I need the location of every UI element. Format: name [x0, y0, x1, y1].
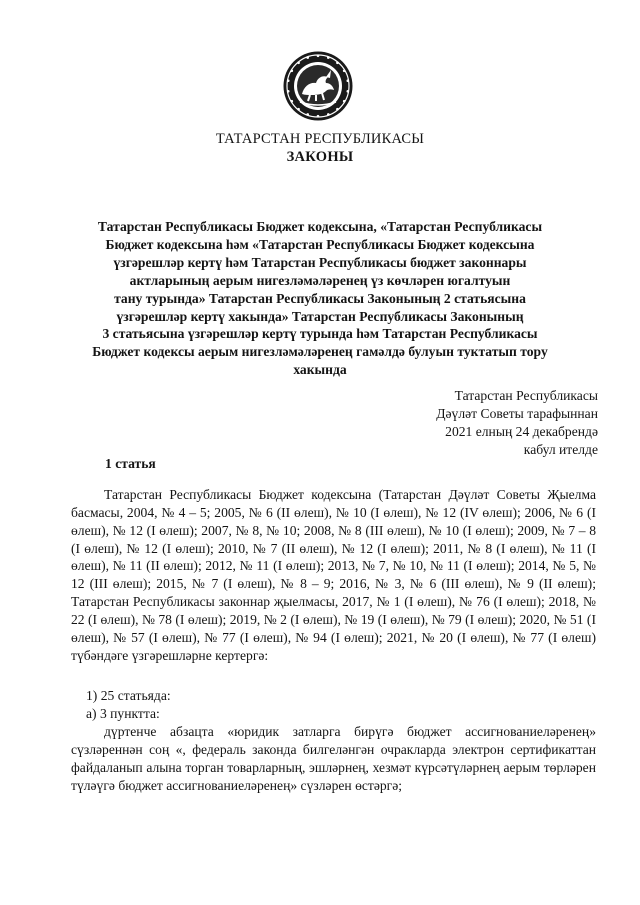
republic-heading: ТАТАРСТАН РЕСПУБЛИКАСЫ [215, 131, 425, 147]
article-paragraph: Татарстан Республикасы Бюджет кодексына (Татарстан Дәүләт Советы Җыелма басмасы, 2004, № 4 – 5; 2005, № 6 (II өлеш), № 10 (I өлеш), № 12 (IV өлеш); 2006, № 6 (I өлеш), № 12 (I өлеш); 2007, № 8, № 10; 2008, № 8 (III өлеш), № 10 (I өлеш); 2009, № 7 – 8 (I өлеш), № 12 (I өлеш); 2010, № 7 (II өлеш), № 12 (I өлеш); 2011, № 8 (I өлеш), № 11 (I өлеш), № 11 (II өлеш); 2012, № 11 (I өлеш); 2013, № 7, № 10, № 11 (I өлеш); 2014, № 5, № 12 (III өлеш); 2015, № 7 (I өлеш), № 8 – 9; 2016, № 3, № 6 (III өлеш), № 9 (II өлеш); Татарстан Республикасы законнар җыелмасы, 2017, № 1 (I өлеш), № 76 (I өлеш); 2018, № 22 (I өлеш), № 78 (I өлеш); 2019, № 2 (I өлеш), № 19 (I өлеш), № 79 (I өлеш); 2020, № 51 (I өлеш), № 57 (I өлеш), № 77 (I өлеш), № 94 (I өлеш); 2021, № 20 (I өлеш), № 77 (I өлеш) түбәндәге үзгәрешләрне кертергә: [71, 487, 596, 663]
law-title-line: үзгәрешләр кертү хакында» Татарстан Республикасы Законының [116, 308, 524, 324]
law-title-line: Бюджет кодексы аерым нигезләмәләренең гамәлдә булуын туктатып тору [92, 344, 548, 360]
tatarstan-coat-of-arms-icon [282, 50, 354, 122]
adoption-note [436, 387, 598, 459]
list-item: а) 3 пунктта: [86, 706, 160, 721]
law-title-line: хакында [293, 362, 347, 378]
adoption-date: 2021 елның 24 декабрендә [445, 423, 598, 439]
article-paragraph: дүртенче абзацта «юридик затларга бирүгә бюджет ассигнованиеләренең» сүзләреннән соң «, федераль законда билгеләнгән очракларда электрон сертификаттан файдаланып алына торган товарларның, эшләрнең, хезмәт күрсәтүләрнең аерым төрләрен түләүгә бюджет ассигнованиеләренең» сүзләрен өстәргә; [71, 724, 596, 793]
list-item: 1) 25 статьяда: [86, 688, 171, 703]
adoption-line: кабул ителде [523, 441, 598, 457]
law-title-line: тану турында» Татарстан Республикасы Законының 2 статьясына [114, 290, 526, 306]
adoption-line: Дәүләт Советы тарафыннан [436, 405, 598, 421]
article-heading: 1 статья [105, 456, 156, 471]
law-title-line: Татарстан Республикасы Бюджет кодексына, «Татарстан Республикасы [97, 219, 543, 234]
law-title [70, 218, 570, 379]
adoption-line: Татарстан Республикасы [454, 388, 598, 403]
law-title-line: үзгәрешләр кертү һәм Татарстан Республикасы бюджет законнары [113, 254, 527, 270]
law-heading: ЗАКОНЫ [286, 149, 354, 165]
law-title-line: актларының аерым нигезләмәләренең үз көчләрен югалтуын [129, 272, 511, 288]
law-title-line: Бюджет кодексына һәм «Татарстан Республикасы Бюджет кодексына [105, 236, 535, 252]
law-title-line: 3 статьясына үзгәрешләр кертү турында һәм Татарстан Республикасы [102, 326, 538, 342]
